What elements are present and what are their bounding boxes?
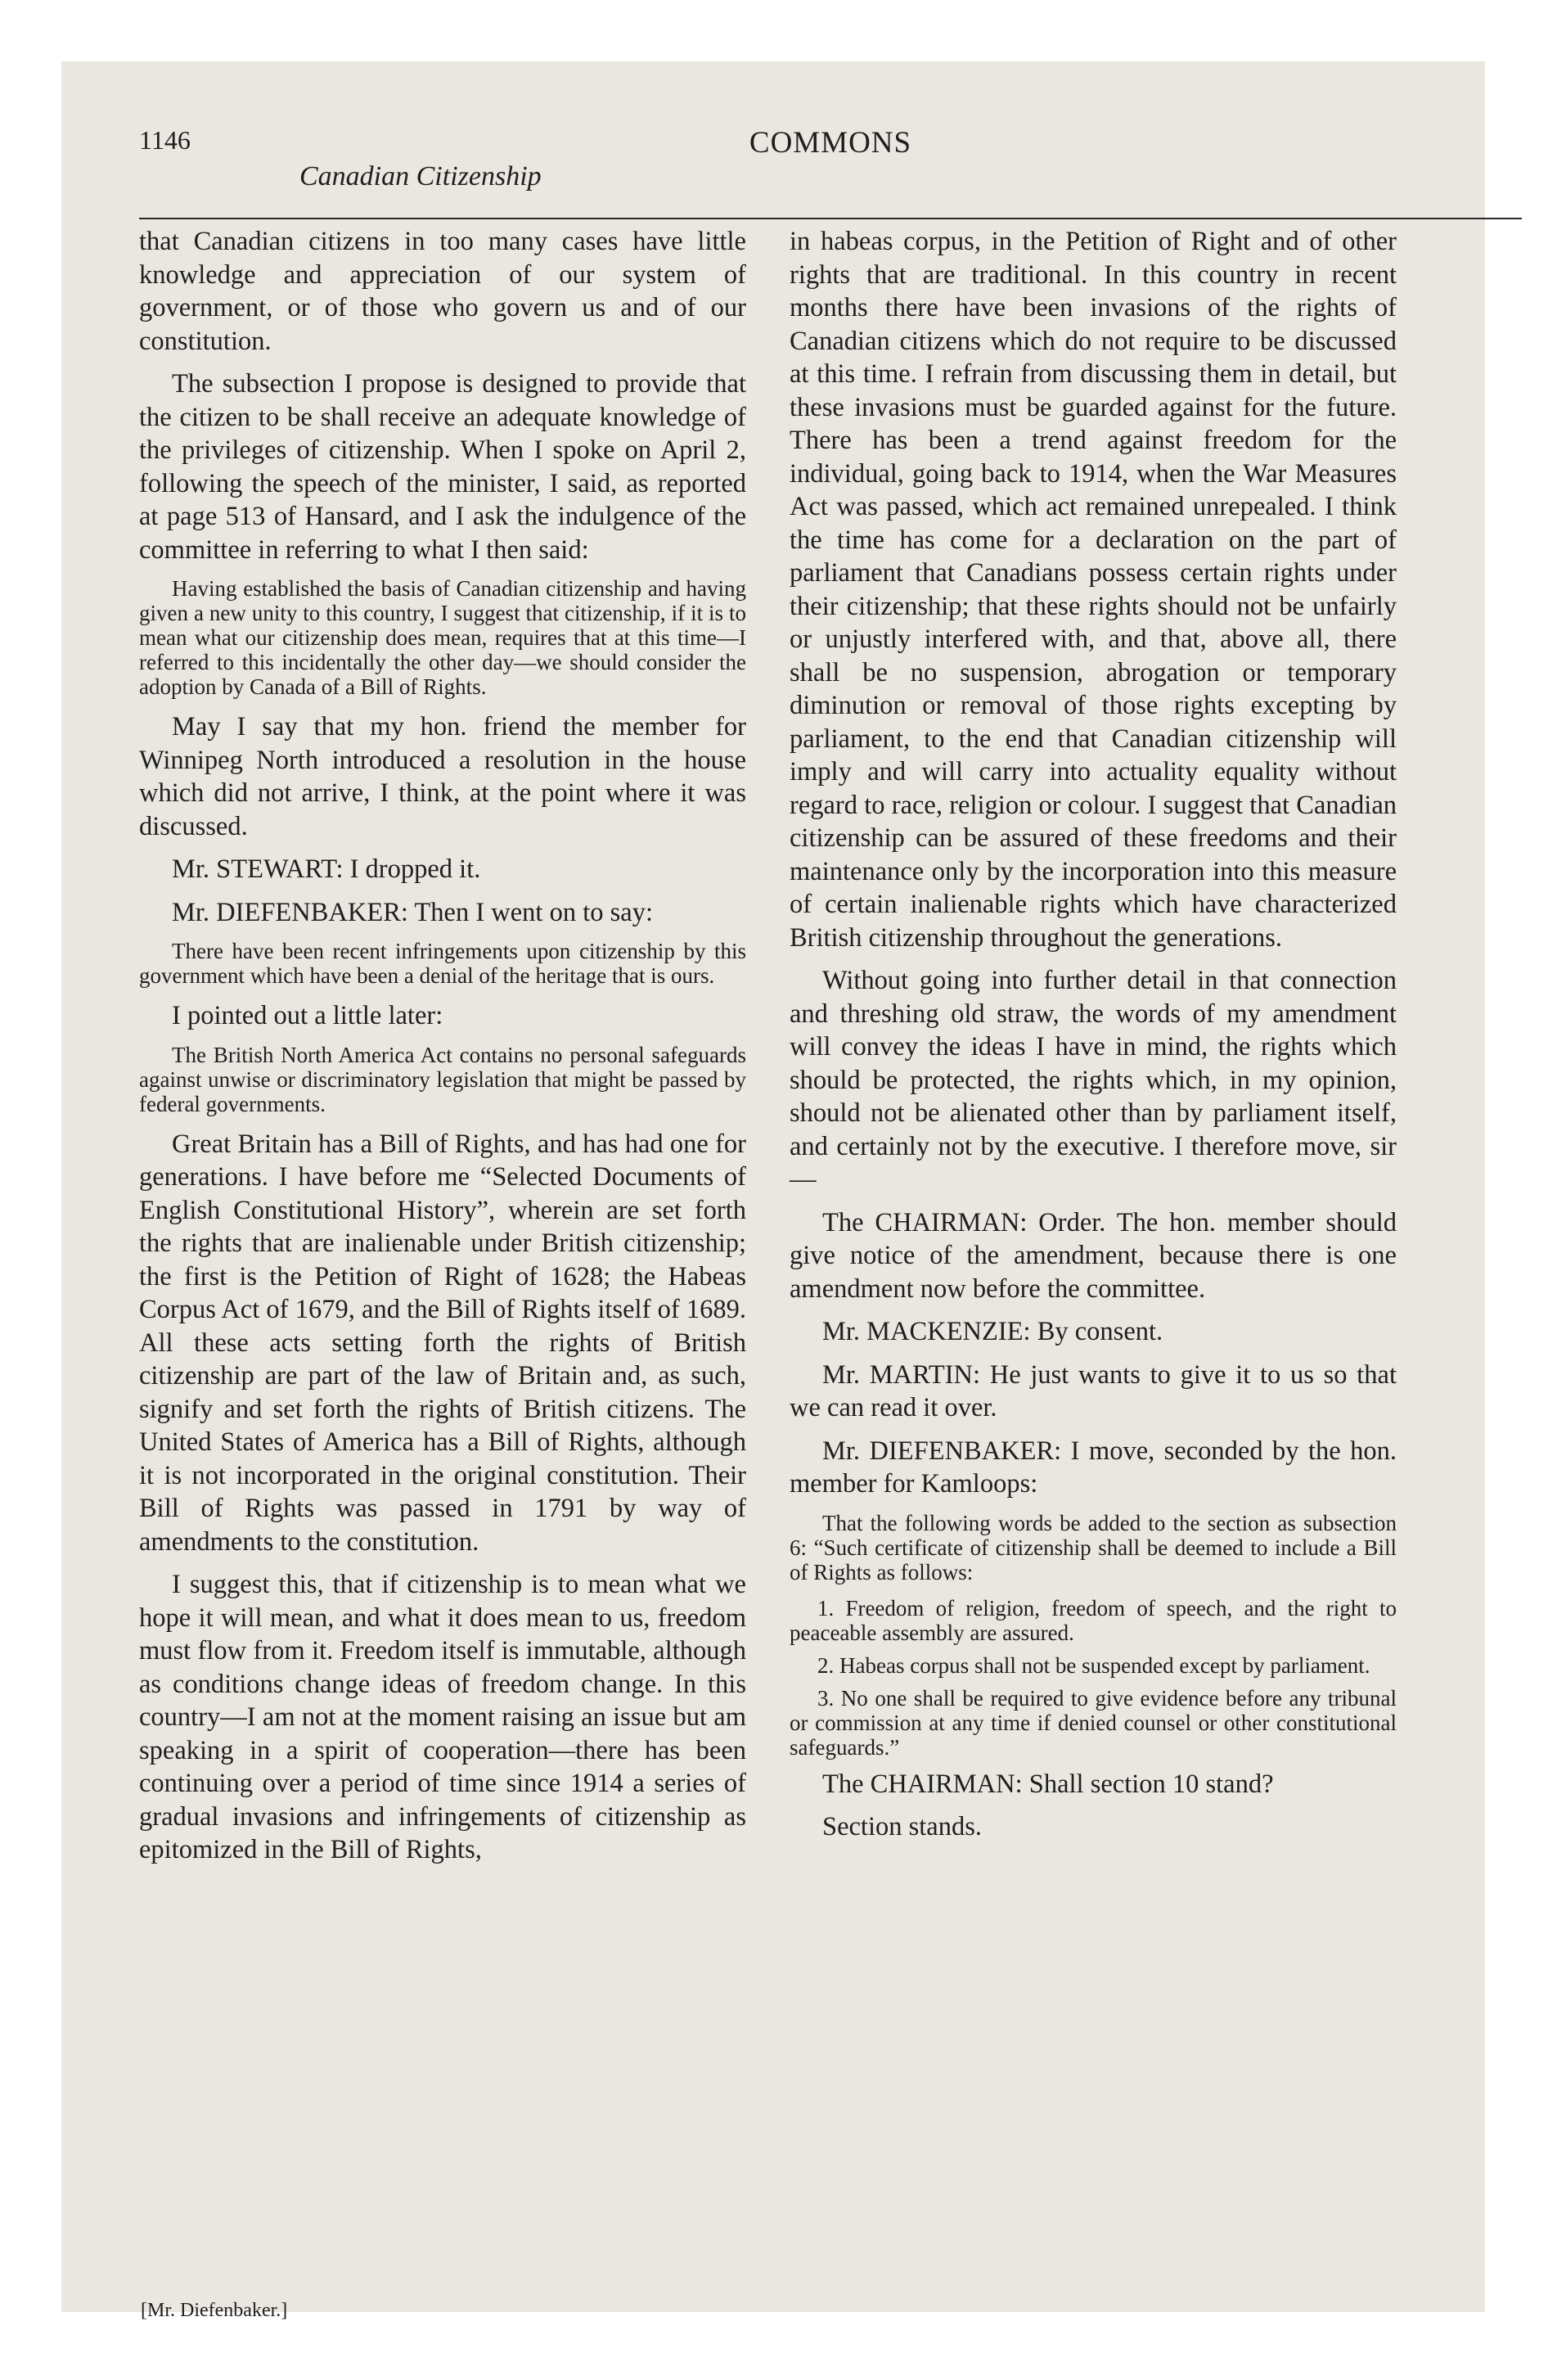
paragraph: Great Britain has a Bill of Rights, and has had one for generations. I have before me “Selected Documents of English Constitutional History”, wherein are set forth the rights that are inalienable under British citizenship; the first is the Petition of Right of 1628; the Habeas Corpus Act of 1679, and the Bill of Rights itself of 1689. All these acts setting forth the rights of British citizenship are part of the law of Britain and, as such, signify and set forth the rights of British citizens. The United States of America has a Bill of Rights, although it is not incorporated in the original constitution. Their Bill of Rights was passed in 1791 by way of amendments to the constitution. [139,1129,746,1557]
paragraph: Without going into further detail in that connection and threshing old straw, the words of my amendment will convey the ideas I have in mind, the rights which should be protected, the rights which, in my opinion, should not be alienated other than by parliament itself, and certainly not by the executive. I therefore move, sir— [790,966,1397,1194]
amendment-list-item: 1. Freedom of religion, freedom of speech, and the right to peaceable assembly are assured. [790,1595,1397,1645]
paragraph: Mr. MACKENZIE: By consent. [822,1317,1163,1346]
quoted-passage: There have been recent infringements upon citizenship by this government which have been a denial of the heritage that is ours. [139,939,746,988]
paragraph: I suggest this, that if citizenship is to mean what we hope it will mean, and what it does mean to us, freedom must flow from it. Freedom itself is immutable, although as conditions change ideas of freedom change. In this country—I am not at the moment raising an issue but am speaking in a spirit of cooperation—there has been continuing over a period of time since 1914 a series of gradual invasions and infringements of citizenship as epitomized in the Bill of Rights, [139,1570,746,1864]
page-number: 1146 [139,125,191,155]
amendment-list-item: 3. No one shall be required to give evidence before any tribunal or commission at any time if denied counsel or other constitutional safeguards.” [790,1685,1397,1760]
paragraph: May I say that my hon. friend the member for Winnipeg North introduced a resolution in the house which did not arrive, I think, at the point where it was discussed. [139,712,746,841]
quoted-passage: Having established the basis of Canadian citizenship and having given a new unity to this country, I suggest that citizenship, if it is to mean what our citizenship does mean, requires that at this time—I referred to this incidentally the other day—we should consider the adoption by Canada of a Bill of Rights. [139,576,746,699]
paragraph: Section stands. [822,1812,982,1841]
amendment-list-item: 2. Habeas corpus shall not be suspended except by parliament. [817,1652,1370,1678]
paragraph: The subsection I propose is designed to provide that the citizen to be shall receive an adequate knowledge of the privileges of citizenship. When I spoke on April 2, following the speech of the minister, I said, as reported at page 513 of Hansard, and I ask the indulgence of the committee in referring to what I then said: [139,369,746,565]
quoted-passage: The British North America Act contains no personal safeguards against unwise or discriminatory legislation that might be passed by federal governments. [139,1042,746,1116]
paragraph: that Canadian citizens in too many cases have little knowledge and appreciation of our system of government, or of those who govern us and of our constitution. [139,227,746,356]
paragraph: I pointed out a little later: [172,1001,443,1030]
speaker-signature: [Mr. Diefenbaker.] [141,2300,288,2321]
paragraph: Mr. STEWART: I dropped it. [172,854,481,884]
running-head: COMMONS [749,126,912,160]
paragraph: Mr. MARTIN: He just wants to give it to us so that we can read it over. [790,1359,1397,1422]
right-column [790,225,1397,1854]
header-rule [139,218,1522,219]
paragraph: The CHAIRMAN: Order. The hon. member should give notice of the amendment, because there is one amendment now before the committee. [790,1207,1397,1304]
left-column [139,225,746,1877]
paragraph: Mr. DIEFENBAKER: I move, seconded by the hon. member for Kamloops: [790,1436,1397,1499]
section-title: Canadian Citizenship [299,161,542,192]
paragraph: in habeas corpus, in the Petition of Right and of other rights that are traditional. In this country in recent months there have been invasions of the rights of Canadian citizens which do not require to be discussed at this time. I refrain from discussing them in detail, but these invasions must be guarded against for the future. There has been a trend against freedom for the individual, going back to 1914, when the War Measures Act was passed, which act remained unrepealed. I think the time has come for a declaration on the part of parliament that Canadians possess certain rights under their citizenship; that these rights should not be unfairly or unjustly interfered with, and that, above all, there shall be no suspension, abrogation or temporary diminution or removal of those rights excepting by parliament, to the end that Canadian citizenship will imply and will carry into actuality equality without regard to race, religion or colour. I suggest that Canadian citizenship can be assured of these freedoms and their maintenance only by the incorporation into this measure of certain inalienable rights which have characterized British citizenship throughout the generations. [790,227,1397,953]
hansard-page [61,61,1485,2321]
paragraph: The CHAIRMAN: Shall section 10 stand? [822,1769,1274,1799]
paragraph: Mr. DIEFENBAKER: Then I went on to say: [172,897,653,927]
quoted-passage: That the following words be added to the section as subsection 6: “Such certificate of citizenship shall be deemed to include a Bill of Rights as follows: [790,1510,1397,1584]
